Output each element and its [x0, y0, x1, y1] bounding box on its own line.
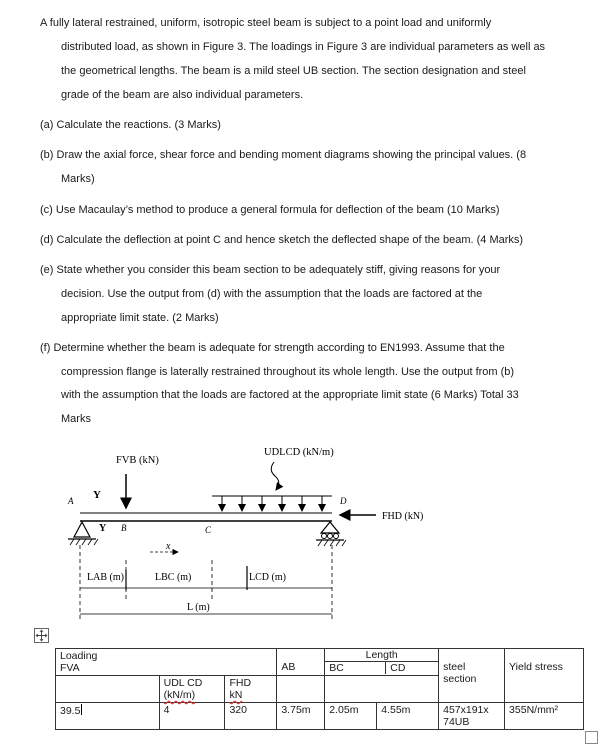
beam: [80, 513, 332, 521]
cell-yield-value[interactable]: 355N/mm²: [505, 703, 584, 730]
cell-udl-value[interactable]: 4: [159, 703, 225, 730]
question-e-line3: appropriate limit state. (2 Marks): [61, 312, 219, 324]
cell-udl-header: UDL CD (kN/m): [159, 676, 225, 703]
cell-fhd-header: FHD kN: [225, 676, 277, 703]
cell-loading: Loading FVA: [56, 649, 277, 676]
label-point-a: A: [68, 496, 74, 506]
cell-fva-value[interactable]: 39.5: [56, 703, 160, 730]
intro-line-4: grade of the beam are also individual parameters.: [61, 89, 304, 101]
label-x-axis: x: [166, 541, 171, 552]
label-l: L (m): [187, 602, 210, 613]
label-fhd: FHD (kN): [382, 511, 424, 522]
cell-cd-value[interactable]: 4.55m: [377, 703, 439, 730]
cell-section-value[interactable]: 457x191x 74UB: [439, 703, 505, 730]
parameters-table: [55, 648, 584, 730]
question-b-line2: Marks): [61, 173, 95, 185]
cell-steel-section-header: steel section: [439, 649, 505, 703]
question-f-line2: compression flange is laterally restrained throughout its whole length. Use the output from (b): [61, 366, 515, 378]
question-f-line4: Marks: [61, 413, 91, 425]
intro-line-1: A fully lateral restrained, uniform, isotropic steel beam is subject to a point load and uniformly: [40, 17, 492, 29]
cell-yield-header: Yield stress: [505, 649, 584, 703]
cell-ab-header: AB: [277, 649, 325, 676]
table-resize-handle[interactable]: [585, 731, 598, 744]
text-cursor: [81, 704, 82, 715]
label-gamma-2: Y: [99, 523, 107, 534]
label-fvb: FVB (kN): [116, 455, 159, 466]
question-b-line1: (b) Draw the axial force, shear force and bending moment diagrams showing the principal values. (8: [40, 149, 527, 161]
question-f-line1: (f) Determine whether the beam is adequate for strength according to EN1993. Assume that the: [40, 342, 505, 354]
support-d: [316, 522, 346, 546]
support-a: [68, 522, 98, 545]
cell-bc-value[interactable]: 2.05m: [325, 703, 377, 730]
table-header-row: [56, 649, 584, 676]
label-udl: UDLCD (kN/m): [264, 447, 334, 458]
question-a: (a) Calculate the reactions. (3 Marks): [40, 119, 221, 131]
label-point-c: C: [205, 525, 212, 535]
label-lab: LAB (m): [87, 572, 124, 583]
table-move-handle-icon[interactable]: [34, 628, 49, 643]
intro-line-2: distributed load, as shown in Figure 3. The loadings in Figure 3 are individual parameters as well as: [61, 41, 546, 53]
label-gamma-1: Y: [93, 489, 101, 501]
intro-line-3: the geometrical lengths. The beam is a mild steel UB section. The section designation and steel: [61, 65, 526, 77]
question-e-line1: (e) State whether you consider this beam section to be adequately stiff, giving reasons for your: [40, 264, 501, 276]
question-f-line3: with the assumption that the loads are factored at the appropriate limit state (6 Marks) Total 33: [61, 389, 519, 401]
label-point-b: B: [121, 523, 127, 533]
table-values-row: [56, 703, 584, 730]
cell-ab-value[interactable]: 3.75m: [277, 703, 325, 730]
udl-load: [212, 462, 332, 511]
label-lbc: LBC (m): [155, 572, 192, 583]
label-lcd: LCD (m): [249, 572, 286, 583]
question-c: (c) Use Macaulay’s method to produce a general formula for deflection of the beam (10 Marks): [40, 204, 500, 216]
question-e-line2: decision. Use the output from (d) with the assumption that the loads are factored at the: [61, 288, 483, 300]
cell-length: Length BC CD: [325, 649, 439, 676]
question-d: (d) Calculate the deflection at point C and hence sketch the deflected shape of the beam. (4 Marks): [40, 234, 524, 246]
label-point-d: D: [340, 496, 347, 506]
cell-fhd-value[interactable]: 320: [225, 703, 277, 730]
